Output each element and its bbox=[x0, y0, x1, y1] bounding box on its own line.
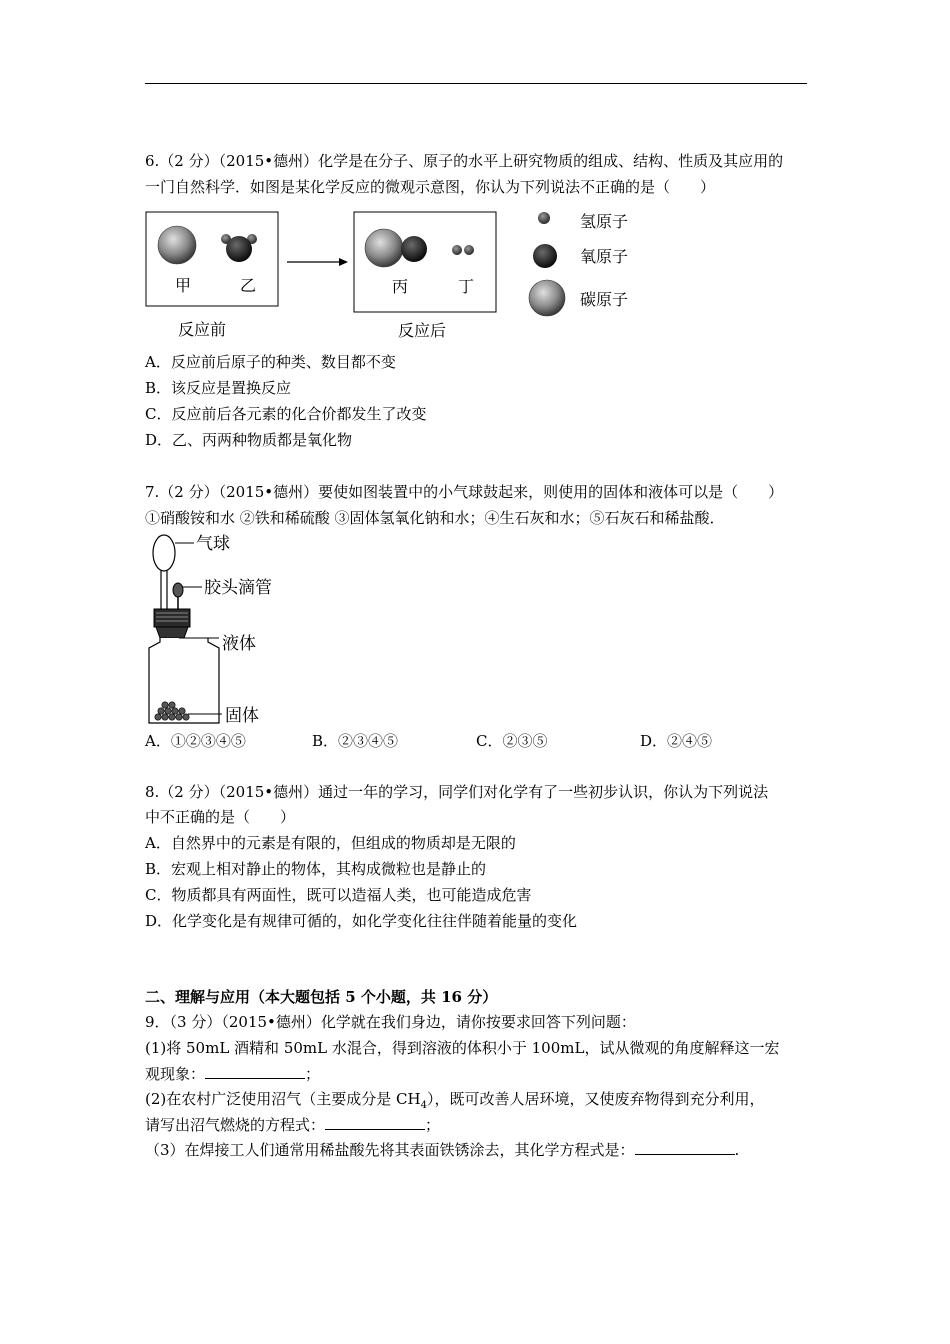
q7-option-d: D．②④⑤ bbox=[640, 732, 713, 750]
label-liquid: 液体 bbox=[222, 634, 256, 654]
answer-blank-2[interactable] bbox=[325, 1114, 425, 1130]
q9-part2-prefix: (2)在农村广泛使用沼气（主要成分是 CH bbox=[145, 1090, 421, 1108]
q9-part2-line2-suffix: ； bbox=[425, 1116, 441, 1134]
legend-oxygen-icon bbox=[533, 244, 557, 268]
q9-part1-suffix: ； bbox=[305, 1065, 321, 1083]
caption-before: 反应前 bbox=[178, 320, 227, 339]
answer-blank-3[interactable] bbox=[635, 1139, 735, 1155]
label-ding: 丁 bbox=[458, 277, 475, 296]
q6-option-c: C．反应前后各元素的化合价都发生了改变 bbox=[145, 405, 427, 423]
label-balloon: 气球 bbox=[196, 534, 230, 554]
hydrogen-atom bbox=[452, 245, 462, 255]
legend-oxygen: 氧原子 bbox=[580, 247, 629, 266]
section-heading: 二、理解与应用（本大题包括 5 个小题，共 16 分） bbox=[145, 988, 498, 1006]
q8-option-a: A．自然界中的元素是有限的，但组成的物质却是无限的 bbox=[145, 834, 516, 852]
q8-stem-line1: 8.（2 分）（2015•德州）通过一年的学习，同学们对化学有了一些初步认识，你认为下列说法 bbox=[145, 783, 769, 801]
carbon-atom bbox=[365, 229, 403, 267]
q7-option-c: C．②③⑤ bbox=[476, 732, 548, 750]
q9-part2-line1 bbox=[145, 1089, 764, 1116]
q8-option-b: B．宏观上相对静止的物体，其构成微粒也是静止的 bbox=[145, 860, 487, 878]
q9-part1-line1: (1)将 50mL 酒精和 50mL 水混合，得到溶液的体积小于 100mL，试从微观的角度解释这一宏 bbox=[145, 1039, 780, 1057]
label-solid: 固体 bbox=[225, 706, 259, 726]
dropper-bulb-icon bbox=[173, 583, 183, 597]
oxygen-atom bbox=[226, 236, 252, 262]
q7-stem-line1: 7.（2 分）（2015•德州）要使如图装置中的小气球鼓起来，则使用的固体和液体可以是（ ） bbox=[145, 483, 784, 501]
label-dropper: 胶头滴管 bbox=[204, 578, 272, 598]
legend-carbon: 碳原子 bbox=[580, 290, 629, 309]
q9-part1-prefix: 观现象： bbox=[145, 1065, 206, 1083]
carbon-atom bbox=[158, 226, 196, 264]
caption-after: 反应后 bbox=[398, 321, 447, 340]
q9-part2-line2 bbox=[145, 1114, 440, 1135]
q9-part2-line2-prefix: 请写出沼气燃烧的方程式： bbox=[145, 1116, 326, 1134]
q6-stem-line1: 6.（2 分）（2015•德州）化学是在分子、原子的水平上研究物质的组成、结构、性质及其应用的 bbox=[145, 152, 784, 170]
answer-blank-1[interactable] bbox=[205, 1063, 305, 1079]
q6-option-d: D．乙、丙两种物质都是氧化物 bbox=[145, 431, 353, 449]
arrow-head-icon bbox=[339, 258, 348, 266]
label-yi: 乙 bbox=[240, 276, 257, 295]
q6-option-b: B．该反应是置换反应 bbox=[145, 379, 292, 397]
legend-hydrogen: 氢原子 bbox=[580, 212, 629, 231]
q7-stem-line2: ①硝酸铵和水 ②铁和稀硫酸 ③固体氢氧化钠和水；④生石灰和水；⑤石灰石和稀盐酸． bbox=[145, 509, 725, 527]
q6-stem-line2: 一门自然科学．如图是某化学反应的微观示意图，你认为下列说法不正确的是（ ） bbox=[145, 178, 716, 196]
legend-carbon-icon bbox=[529, 280, 565, 316]
q8-option-d: D．化学变化是有规律可循的，如化学变化往往伴随着能量的变化 bbox=[145, 912, 578, 930]
q9-part3 bbox=[145, 1139, 739, 1160]
q9-part3-prefix: （3）在焊接工人们通常用稀盐酸先将其表面铁锈涂去，其化学方程式是： bbox=[145, 1141, 635, 1159]
header-rule bbox=[145, 83, 807, 84]
stopper bbox=[154, 609, 190, 627]
q8-stem-line2: 中不正确的是（ ） bbox=[145, 808, 296, 826]
q7-option-a: A．①②③④⑤ bbox=[145, 732, 246, 750]
q6-reaction-diagram bbox=[140, 205, 660, 345]
q9-stem: 9．（3 分）（2015•德州）化学就在我们身边，请你按要求回答下列问题： bbox=[145, 1013, 636, 1031]
oxygen-atom bbox=[401, 236, 427, 262]
q6-option-a: A．反应前后原子的种类、数目都不变 bbox=[145, 353, 396, 371]
label-jia: 甲 bbox=[175, 276, 192, 295]
legend-hydrogen-icon bbox=[538, 212, 550, 224]
q9-part2-subscript: 4 bbox=[420, 1100, 427, 1111]
q7-apparatus-diagram bbox=[140, 530, 300, 730]
q9-part2-suffix: ），既可改善人居环境，又使废弃物得到充分利用， bbox=[426, 1090, 765, 1108]
hydrogen-atom bbox=[464, 245, 474, 255]
q8-option-c: C．物质都具有两面性，既可以造福人类，也可能造成危害 bbox=[145, 886, 532, 904]
q7-option-b: B．②③④⑤ bbox=[312, 732, 399, 750]
label-bing: 丙 bbox=[392, 277, 409, 296]
balloon-icon bbox=[153, 535, 175, 571]
q9-part1-line2 bbox=[145, 1063, 320, 1084]
q9-part3-suffix: . bbox=[734, 1141, 740, 1159]
